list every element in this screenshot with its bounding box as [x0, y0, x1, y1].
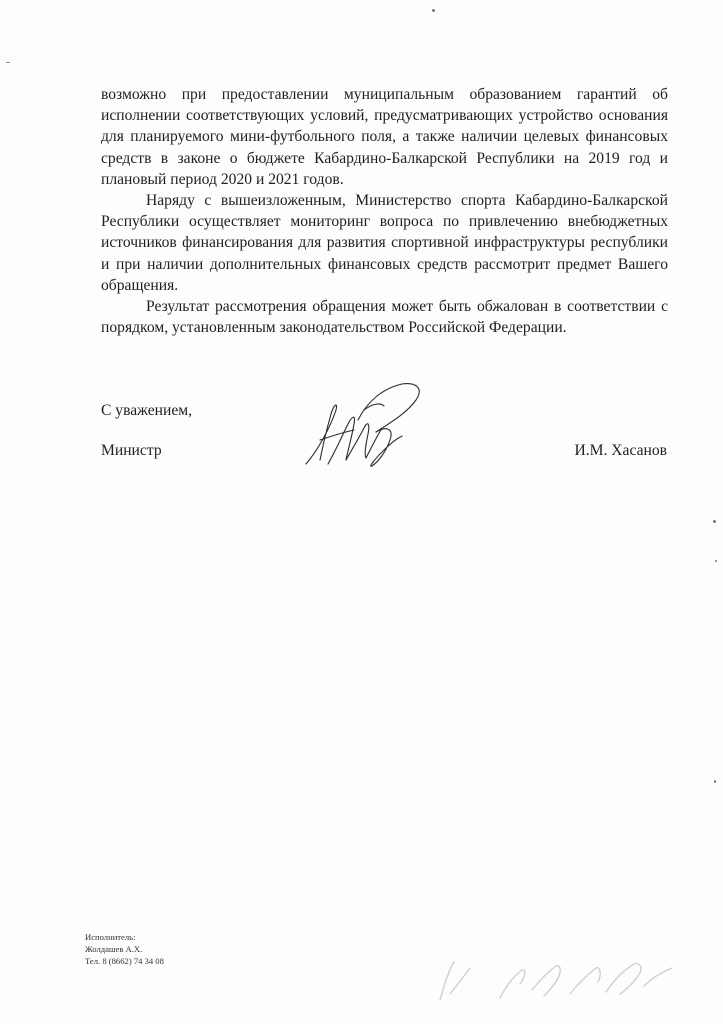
faint-handwritten-mark	[430, 950, 700, 1010]
letter-body	[101, 84, 668, 338]
executor-label: Исполнитель:	[85, 932, 136, 942]
scan-speck	[6, 62, 10, 63]
executor-name: Жолдашев А.Х.	[85, 944, 143, 954]
paragraph-continuation: возможно при предоставлении муниципальным образованием гарантий об исполнении соответствующих условий, предусматривающих устройство основания для планируемого мини-футбольного поля, а также наличии целевых финансовых средств в законе о бюджете Кабардино-Балкарской Республики на 2019 год и плановый период 2020 и 2021 годов.	[101, 86, 668, 188]
paragraph-appeal: Результат рассмотрения обращения может быть обжалован в соответствии с порядком, установленным законодательством Российской Федерации.	[101, 298, 668, 337]
paragraph-monitoring: Наряду с вышеизложенным, Министерство спорта Кабардино-Балкарской Республики осуществляет мониторинг вопроса по привлечению внебюджетных источников финансирования для развития спортивной инфраструктуры республики и при наличии дополнительных финансовых средств рассмотрит предмет Вашего обращения.	[101, 192, 668, 294]
scan-edge	[711, 0, 723, 1024]
signer-name: И.М. Хасанов	[574, 442, 667, 459]
scan-speck	[432, 9, 435, 12]
handwritten-signature	[298, 380, 438, 475]
signer-role: Министр	[101, 442, 162, 459]
closing-phrase: С уважением,	[101, 402, 193, 419]
executor-block	[85, 931, 164, 967]
executor-phone: Тел. 8 (8662) 74 34 08	[85, 956, 164, 966]
